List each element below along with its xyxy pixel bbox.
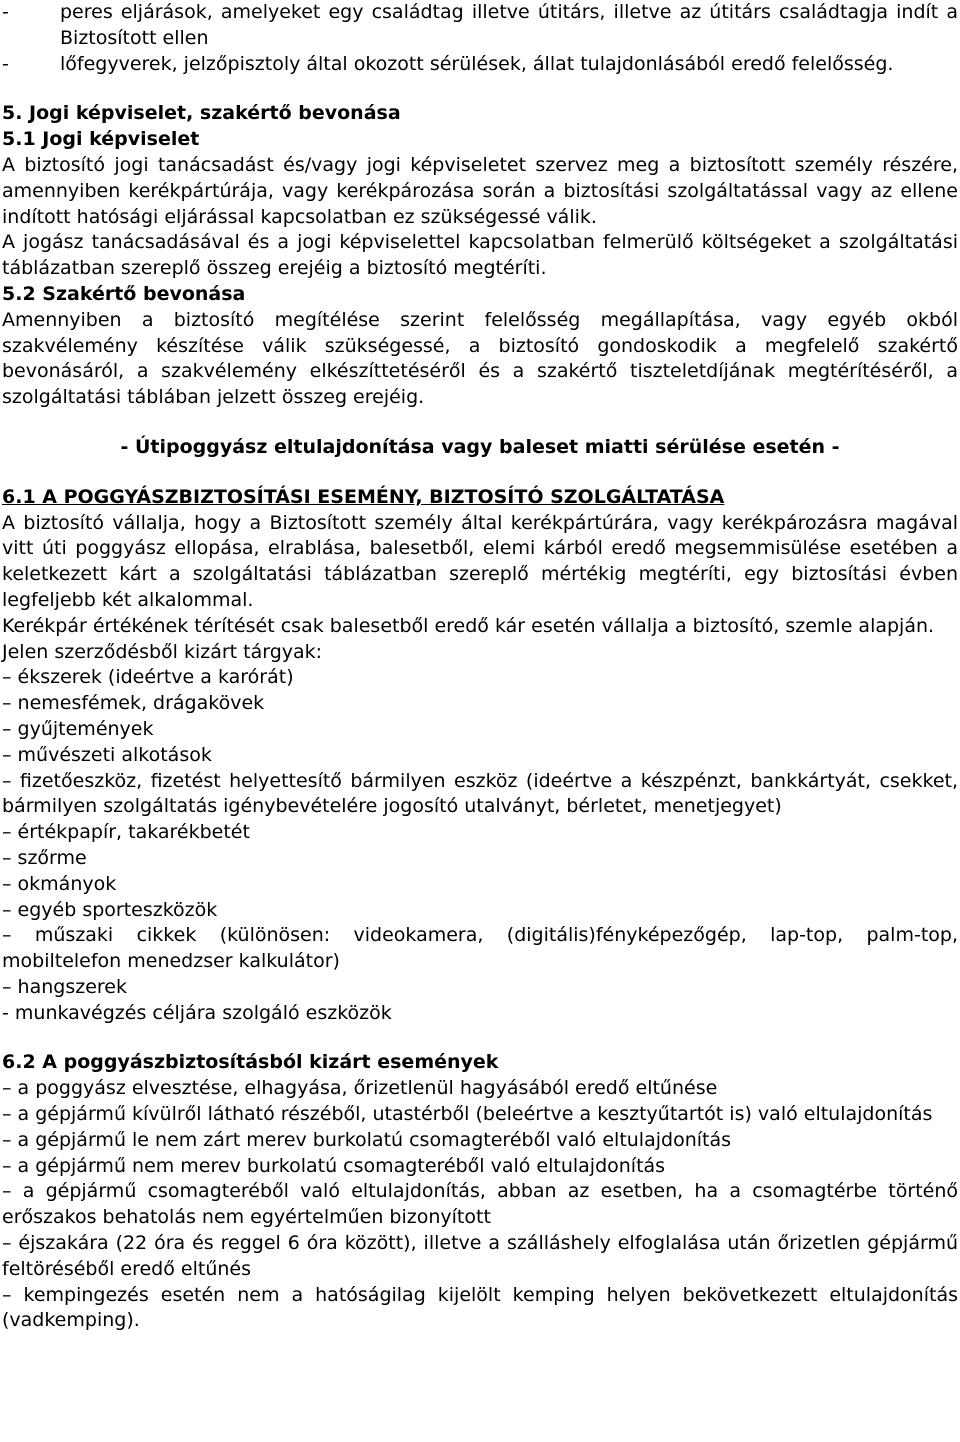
list-item: – gyűjtemények [2,717,154,740]
list-item: – egyéb sporteszközök [2,898,218,921]
section-6-1-paragraph-1: A biztosító vállalja, hogy a Biztosított személy által kerékpártúrára, vagy kerékpározásra magával vitt úti poggyász ellopása, elrablása, balesetből, elemi kárból eredő megsemmisülése esetében a keletkezett kárt a szolgáltatási táblázatban szereplő mértékig megtéríti, egy biztosítási évben legfeljebb két alkalommal. [2,511,958,611]
list-item: – éjszakára (22 óra és reggel 6 óra között), illetve a szálláshely elfoglalása után őrizetlen gépjármű feltöréséből eredő eltűnés [2,1232,958,1280]
section-5-1-paragraph-2: A jogász tanácsadásával és a jogi képviselettel kapcsolatban felmerülő költségeket a szolgáltatási táblázatban szereplő összeg erejéig a biztosító megtéríti. [2,231,958,280]
section-5-2-paragraph: Amennyiben a biztosító megítélése szerint felelősség megállapítása, vagy egyéb okból szakvélemény készítése válik szükségessé, a biztosító gondoskodik a megfelelő szakértő bevonásáról, a szakvélemény elkészíttetéséről és a szakértő tiszteletdíjának megtérítéséről, a szolgáltatási táblában jelzett összeg erejéig. [2,308,958,409]
list-item: – a gépjármű le nem zárt merev burkolatú csomagteréből való eltulajdonítás [2,1128,732,1151]
section-5-heading: 5. Jogi képviselet, szakértő bevonása [2,102,401,125]
list-item: – értékpapír, takarékbetét [2,821,250,844]
list-item: – fizetőeszköz, fizetést helyettesítő bármilyen eszköz (ideértve a készpénzt, bankkártyát, csekket, bármilyen szolgáltatás igénybevételére jogosító utalványt, bérletet, menetjegyet) [2,769,958,818]
section-5-1-paragraph-1: A biztosító jogi tanácsadást és/vagy jogi képviseletet szervez meg a biztosított személy részére, amennyiben kerékpártúrája, vagy kerékpározása során a biztosítási szolgáltatással vagy az ellene indított hatósági eljárással kapcsolatban ez szükségessé válik. [2,153,958,228]
list-item [2,52,958,78]
list-item: – szőrme [2,846,87,869]
list-item: – a poggyász elvesztése, elhagyása, őrizetlenül hagyásából eredő eltűnése [2,1077,718,1100]
section-6-1-title: 6.1 A POGGYÁSZBIZTOSÍTÁSI ESEMÉNY, BIZTOSÍTÓ SZOLGÁLTATÁSA [2,485,725,508]
list-text: peres eljárások, amelyeket egy családtag illetve útitárs, illetve az útitárs családtagja indít a Biztosított ellen [60,1,958,49]
list-item [2,0,958,52]
list-item: – nemesfémek, drágakövek [2,692,265,715]
section-5-1-title: 5.1 Jogi képviselet [2,128,200,151]
list-item: – a gépjármű csomagteréből való eltulajdonítás, abban az esetben, ha a csomagtérbe történő erőszakos behatolás nem egyértelműen bizonyított [2,1180,958,1229]
list-item: – hangszerek [2,975,127,998]
section-6-2-title: 6.2 A poggyászbiztosításból kizárt események [2,1051,499,1074]
list-text: lőfegyverek, jelzőpisztoly által okozott sérülések, állat tulajdonlásából eredő felelősség. [60,52,894,75]
luggage-banner: - Útipoggyász eltulajdonítása vagy baleset miatti sérülése esetén - [120,435,840,458]
list-item: – a gépjármű nem merev burkolatú csomagteréből való eltulajdonítás [2,1154,666,1177]
list-item: – okmányok [2,872,117,895]
section-5-2-title: 5.2 Szakértő bevonása [2,282,246,305]
list-item: - munkavégzés céljára szolgáló eszközök [2,1001,392,1024]
list-item: – művészeti alkotások [2,743,212,766]
exclusion-list-top [2,0,958,77]
excluded-events-list [2,1076,958,1334]
list-item: – ékszerek (ideértve a karórát) [2,666,294,689]
excluded-items-list [2,665,958,1026]
list-item: – kempingezés esetén nem a hatóságilag kijelölt kemping helyen bekövetkezett eltulajdonítás (vadkemping). [2,1283,958,1332]
list-item: – a gépjármű kívülről látható részéből, utastérből (beleértve a kesztyűtartót is) való eltulajdonítás [2,1103,933,1126]
section-6-1-paragraph-2: Kerékpár értékének térítését csak balesetből eredő kár esetén vállalja a biztosító, szemle alapján. [2,614,935,637]
list-item: – műszaki cikkek (különösen: videokamera, (digitális)fényképezőgép, lap-top, palm-top, mobiltelefon menedzser kalkulátor) [2,924,958,973]
excluded-items-intro: Jelen szerződésből kizárt tárgyak: [2,640,323,663]
list-dash: - [2,52,9,75]
list-dash: - [2,1,9,23]
